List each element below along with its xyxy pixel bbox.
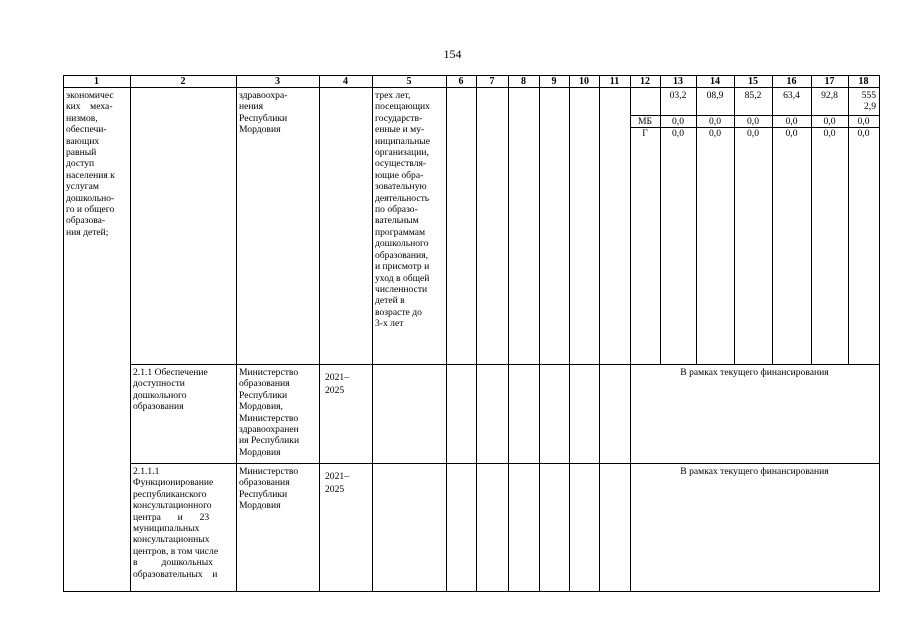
header-col-17: 17 [824,76,835,87]
header-col-5: 5 [406,76,412,87]
col-line-9 [569,75,570,592]
fin-value: 85,2 [744,90,762,101]
col-line-8 [539,75,540,592]
measure-executor-2-1-1: Министерство образования Республики Мордовия, Министерство здравоохранен ия Республики Мордовия [239,367,300,458]
program-table [63,75,880,592]
fin-source: Г [642,128,648,139]
table-border-bottom [63,591,880,592]
fin-value: 03,2 [669,90,687,101]
header-col-7: 7 [489,76,495,87]
fin-value: 0,0 [785,128,798,139]
header-col-13: 13 [673,76,683,87]
header-col-16: 16 [786,76,797,87]
col-line-10 [599,75,600,592]
measure-executor-2-1-1-1: Министерство образования Республики Мордовия [239,466,299,512]
header-col-2: 2 [180,76,186,87]
header-col-18: 18 [858,76,869,87]
goal-description: экономичес ких меха- низмов, обеспечи- вающих равный доступ населения к услугам дошкольно- го и общего образова- ния детей; [66,90,115,238]
col-line-7 [508,75,509,592]
measure-name-2-1-1-1: 2.1.1.1 Функционирование республиканского консультационного центра и 23 муниципальных консультационных центров, в том числе в дошкольных образовательных и [133,466,219,580]
fin-value: 0,0 [857,116,870,127]
fin-value: 08,9 [706,90,724,101]
fin-value: 0,0 [785,116,798,127]
measure-financing-2-1-1-1: В рамках текущего финансирования [680,466,829,477]
fin-value: 0,0 [747,116,759,127]
fin-value: 0,0 [747,128,759,139]
header-col-10: 10 [579,76,589,87]
row-divider-1 [130,364,880,365]
header-col-14: 14 [710,76,720,87]
measure-period-2-1-1-1: 2021– 2025 [325,471,349,495]
measure-name-2-1-1: 2.1.1 Обеспечение доступности дошкольного образования [133,367,208,413]
fin-value: 0,0 [709,116,721,127]
fin-value: 0,0 [823,116,836,127]
fin-value: 63,4 [783,90,800,101]
fin-value: 92,8 [821,90,838,101]
header-col-1: 1 [94,76,99,87]
col-line-0 [63,75,64,592]
header-col-11: 11 [609,76,620,87]
fin-value: 0,0 [672,128,684,139]
header-col-12: 12 [640,76,650,87]
header-col-15: 15 [748,76,758,87]
header-col-9: 9 [551,76,557,87]
measure-period-2-1-1: 2021– 2025 [325,372,349,396]
fin-source: МБ [637,116,653,127]
fin-value: 0,0 [709,128,721,139]
header-col-6: 6 [458,76,464,87]
row-divider-2 [130,463,880,464]
indicator-description: трех лет, посещающих государств- енные и му- ниципальные организации, осуществля- ющие обра- зовательную деятельность по образо- вательным программам дошкольного образования, и присмотр и уход в общей численности детей в возрасте до 3-х лет [375,90,431,330]
col-line-3 [319,75,320,592]
col-line-18 [879,75,880,592]
fin-value: 0,0 [857,128,870,139]
measure-financing-2-1-1: В рамках текущего финансирования [680,367,829,378]
page-number: 154 [443,47,462,61]
fin-value: 555 2,9 [861,90,876,113]
header-col-4: 4 [343,76,348,87]
fin-value: 0,0 [672,116,684,127]
col-line-1 [130,75,131,592]
col-line-6 [476,75,477,592]
col-line-5 [446,75,447,592]
header-col-3: 3 [275,76,280,87]
col-line-4 [372,75,373,592]
fin-value: 0,0 [823,128,836,139]
executor-row1: здравоохра- нения Республики Мордовия [239,90,288,136]
header-col-8: 8 [521,76,526,87]
col-line-11 [630,75,631,592]
header-divider [63,87,880,88]
col-line-2 [236,75,237,592]
